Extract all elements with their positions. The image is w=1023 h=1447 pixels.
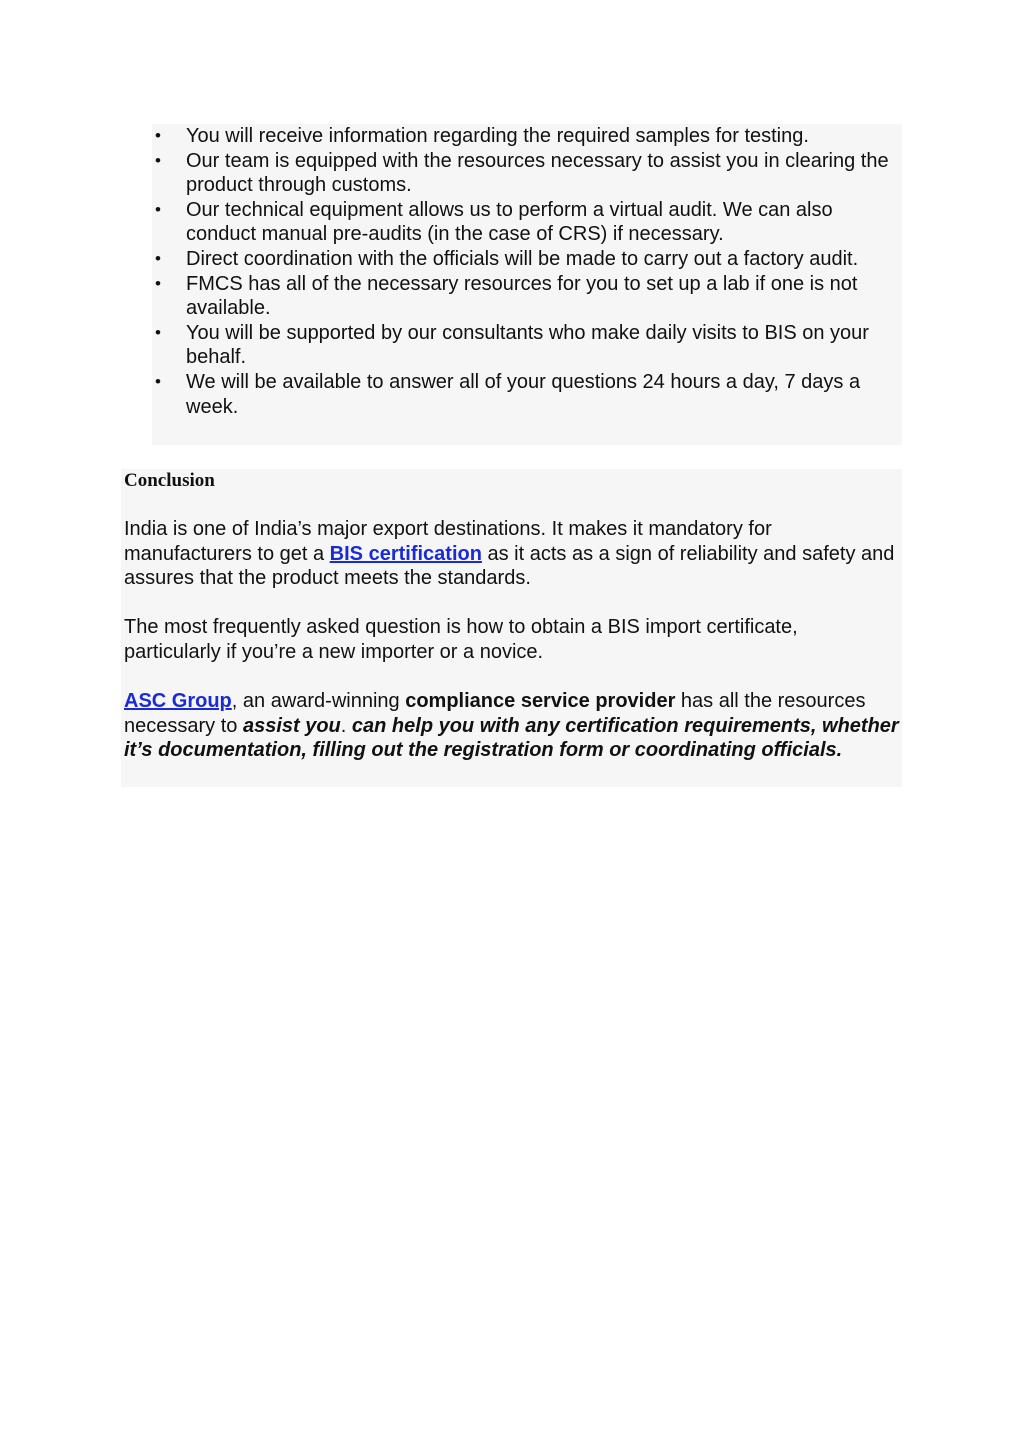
conclusion-heading: Conclusion xyxy=(124,470,215,491)
paragraph-text: India is one of India’s major export destinations. It makes it mandatory for manufacturers to get a xyxy=(124,518,772,565)
conclusion-paragraph-2: The most frequently asked question is how to obtain a BIS import certificate, particularly if you’re a new importer or a novice. xyxy=(124,616,798,663)
list-item: • FMCS has all of the necessary resources for you to set up a lab if one is not available. xyxy=(152,272,902,321)
list-item: • Direct coordination with the officials will be made to carry out a factory audit. xyxy=(152,247,902,272)
assist-you-text: assist you xyxy=(242,714,341,737)
paragraph-text: . xyxy=(340,714,352,737)
conclusion-paragraph-3 xyxy=(124,689,899,763)
list-item: • You will receive information regarding the required samples for testing. xyxy=(152,124,902,149)
conclusion-paragraph-1 xyxy=(124,517,899,591)
list-item: • Our team is equipped with the resources necessary to assist you in clearing the product through customs. xyxy=(152,149,902,198)
list-item: • You will be supported by our consultants who make daily visits to BIS on your behalf. xyxy=(152,321,902,370)
compliance-provider-text: compliance service provider xyxy=(405,690,676,713)
list-item: • We will be available to answer all of your questions 24 hours a day, 7 days a week. xyxy=(152,370,902,419)
help-statement-text: can help you with any certification requirements, whether it’s documentation, filling out the registration form or coordinating officials. xyxy=(124,714,899,762)
conclusion-section xyxy=(124,469,899,763)
asc-group-link[interactable]: ASC Group xyxy=(124,690,232,713)
bis-certification-link[interactable]: BIS certification xyxy=(329,542,482,565)
paragraph-text: , an award-winning xyxy=(231,690,406,713)
paragraph-text: as it acts as a sign of reliability and safety and assures that the product meets the standards. xyxy=(124,542,895,590)
services-bullet-list xyxy=(152,124,902,419)
list-item: • Our technical equipment allows us to perform a virtual audit. We can also conduct manual pre-audits (in the case of CRS) if necessary. xyxy=(152,198,902,247)
paragraph-text: has all the resources necessary to xyxy=(124,690,866,737)
